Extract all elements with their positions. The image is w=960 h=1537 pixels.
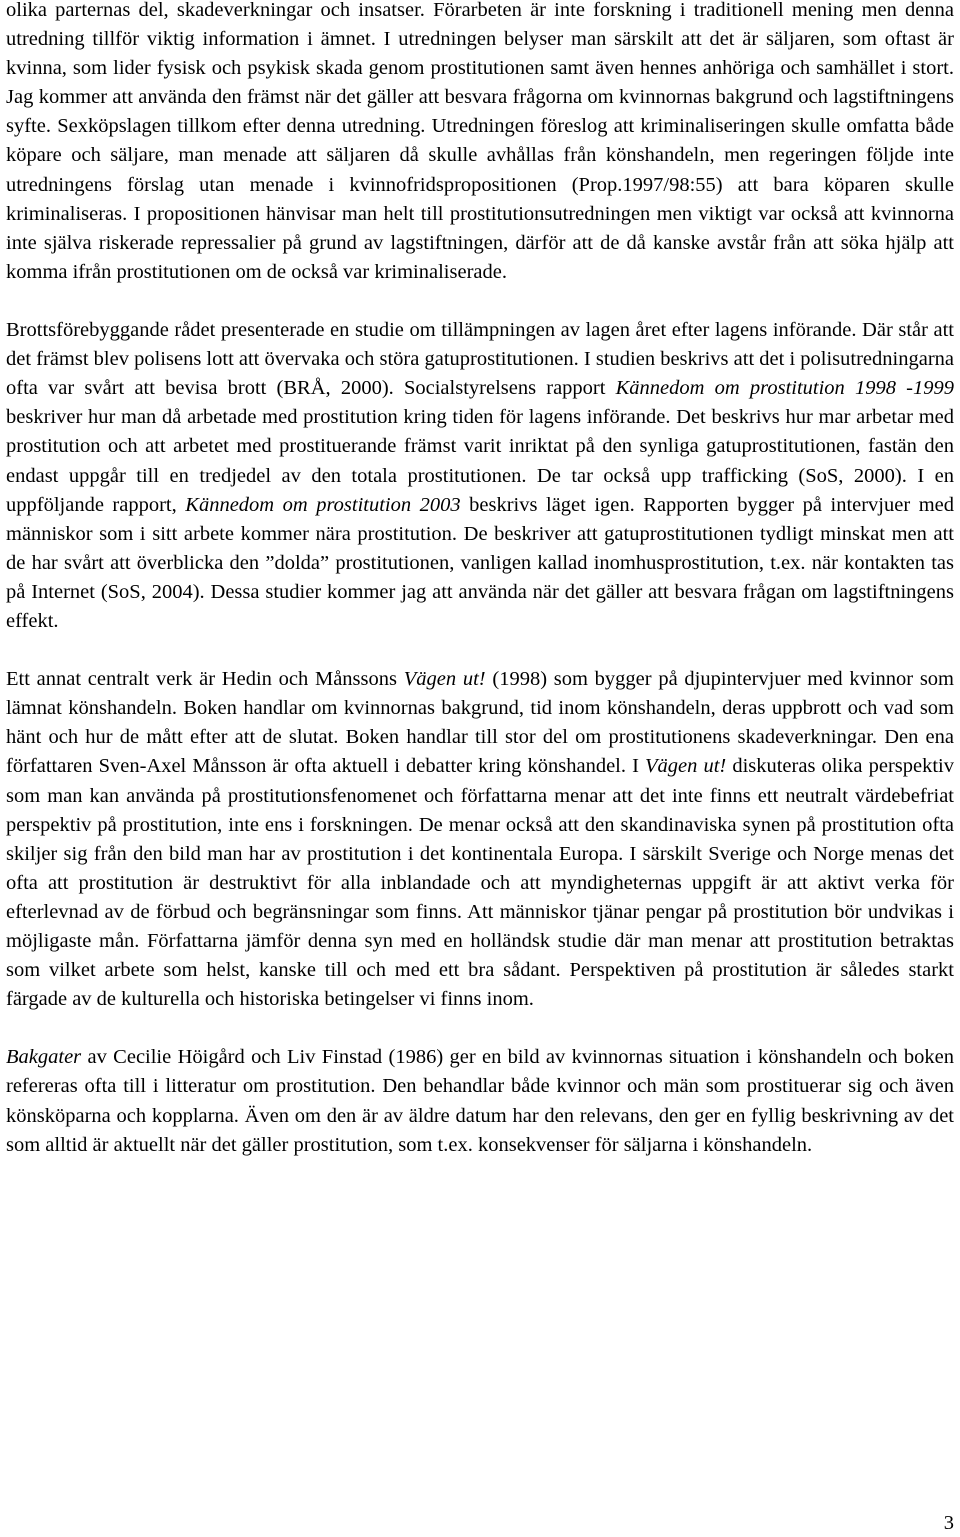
- page-number: 3: [943, 1512, 954, 1534]
- title-vagen-ut-2: Vägen ut!: [645, 755, 727, 778]
- paragraph-1-text: olika parternas del, skadeverkningar och insatser. Förarbeten är inte forskning i traditionell mening men denna utredning tillför viktig information i ämnet. I utredningen belyser man särskilt att det är säljaren, som oftast är kvinna, som lider fysisk och psykisk skada genom prostitutionen samt även hennes anhöriga och samhället i stort. Jag kommer att använda den främst när det gäller att besvara frågorna om kvinnornas bakgrund och lagstiftningens syfte. Sexköpslagen tillkom efter denna utredning. Utredningen föreslog att kriminaliseringen skulle omfatta både köpare och säljare, man menade att säljaren då skulle avhållas från könshandeln, men regeringen följde inte utredningens förslag utan menade i kvinnofridspropositionen (Prop.1997/98:55) att bara köparen skulle kriminaliseras. I propositionen hänvisar man helt till prostitutionsutredningen men viktigt var också att kvinnorna inte själva riskerade repressalier på grund av lagstiftningen, därför att de då kanske avstår från att söka hjälp att komma ifrån prostitutionen om de också var kriminaliserade.: [6, 0, 954, 283]
- title-kannedom-2003: Kännedom om prostitution 2003: [185, 493, 461, 516]
- title-kannedom-1998-1999: Kännedom om prostitution 1998 -1999: [615, 377, 954, 400]
- paragraph-1: [6, 0, 954, 287]
- paragraph-3-text-b: (1998) som bygger på djupintervjuer med kvinnor som lämnat könshandeln. Boken handlar om kvinnornas bakgrund, tid inom könshandeln, deras uppbrott och vad som hänt och hur de mått efter att de slutat. Boken handlar till stor del om prostitutionens skadeverkningar. Den ena författaren Sven-Axel Månsson är ofta aktuell i debatter kring könshandel. I: [6, 668, 954, 778]
- paragraph-3-text-c: diskuteras olika perspektiv som man kan använda på prostitutionsfenomenet och författarna menar att det inte finns ett neutralt värdebefriat perspektiv på prostitution, inte ens i forskningen. De menar också att den skandinaviska synen på prostitution ofta skiljer sig från den bild man har av prostitution i det kontinentala Europa. I särskilt Sverige och Norge menas det ofta att prostitution är destruktivt för alla inblandade och att myndigheternas uppgift är att aktivt verka för efterlevnad av de förbud och begränsningar som finns. Att människor tjänar pengar på prostitution bör undvikas i möjligaste mån. Författarna jämför denna syn med en holländsk studie där man menar att prostitution betraktas som vilket arbete som helst, kanske till och med ett bra sådant. Perspektiven på prostitution är således starkt färgade av de kulturella och historiska betingelser vi finns inom.: [6, 755, 954, 1011]
- paragraph-2-text-a: Brottsförebyggande rådet presenterade en studie om tillämpningen av lagen året efter lagens införande. Där står att det främst blev polisens lott att övervaka och störa gatuprostitutionen. I studien beskrivs att det i polisutredningarna ofta var svårt att bevisa brott (BRÅ, 2000). Socialstyrelsens rapport: [6, 319, 954, 400]
- paragraph-2: [6, 316, 954, 636]
- title-bakgater: Bakgater: [6, 1046, 82, 1069]
- paragraph-2-text-c: beskrivs läget igen. Rapporten bygger på intervjuer med människor som i sitt arbete kommer nära prostitution. De beskriver att gatuprostitutionen tydligt minskat men att de har svårt att överblicka den ”dolda” prostitutionen, vanligen kallad inomhusprostitution, t.ex. när kontakten tas på Internet (SoS, 2004). Dessa studier kommer jag att använda när det gäller att besvara frågan om lagstiftningens effekt.: [6, 493, 954, 632]
- paragraph-2-text-b: beskriver hur man då arbetade med prostitution kring tiden för lagens införande. Det beskrivs hur mar arbetar med prostitution och att arbetet med prostituerande främst varit inriktat på den synliga gatuprostitutionen, fastän den endast uppgår till en tredjedel av den totala prostitutionen. De tar också upp trafficking (SoS, 2000). I en uppföljande rapport,: [6, 406, 954, 516]
- title-vagen-ut-1: Vägen ut!: [403, 668, 486, 691]
- paragraph-4: [6, 1043, 954, 1159]
- paragraph-4-text: av Cecilie Höigård och Liv Finstad (1986) ger en bild av kvinnornas situation i könshandeln och boken refereras ofta till i litteratur om prostitution. Den behandlar både kvinnor och män som prostituerar sig och även könsköparna och kopplarna. Även om den är av äldre datum har den relevans, den ger en fyllig beskrivning av det som alltid är aktuellt när det gäller prostitution, som t.ex. konsekvenser för säljarna i könshandeln.: [6, 1046, 954, 1156]
- document-page: [6, 0, 954, 1160]
- paragraph-3: [6, 665, 954, 1014]
- paragraph-3-text-a: Ett annat centralt verk är Hedin och Månssons: [6, 668, 404, 691]
